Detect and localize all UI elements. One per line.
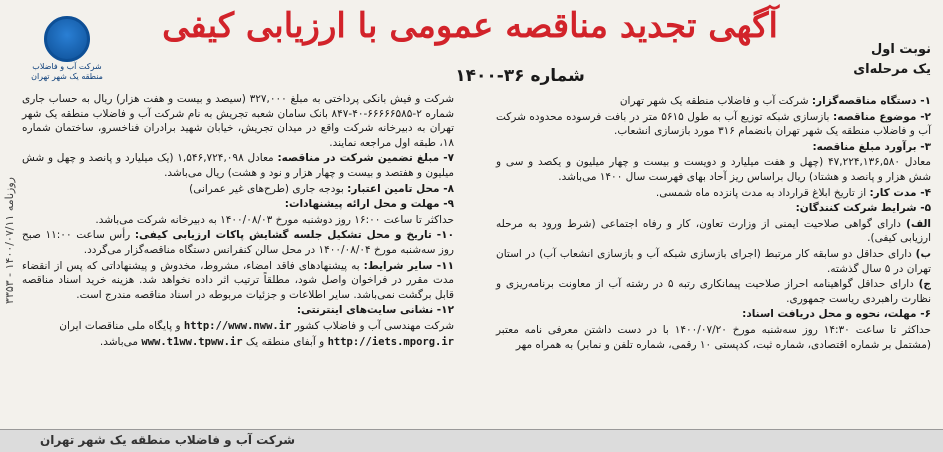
footer-bar <box>0 429 943 452</box>
website-link-tpww[interactable]: www.t1ww.tpww.ir <box>141 335 243 348</box>
left-items <box>22 92 454 318</box>
right-item-label: ۴- مدت کار: <box>869 186 931 199</box>
websites-mid-2: و آبفای منطقه یک <box>242 335 325 348</box>
left-item-text: رأس ساعت ۱۱:۰۰ صبح روز سه‌شنبه مورخ ۱۴۰۰/۰۸/۰۴ در محل سالن کنفرانس دستگاه مناقصه‌گزار می‌گردد. <box>22 229 454 256</box>
round-label: نوبت اول <box>870 42 931 57</box>
right-item-text: دارای گواهی صلاحیت ایمنی از وزارت تعاون، کار و رفاه اجتماعی (شرط ورود به مرحله ارزیابی کیفی). <box>496 217 931 245</box>
websites-prefix: شرکت مهندسی آب و فاضلاب کشور <box>291 319 454 332</box>
left-item-text: معادل ۱,۵۴۶,۷۲۴,۰۹۸ (یک میلیارد و پانصد و چهل و شش میلیون و هفتصد و بیست و چهار هزار و نود و هشت) ریال می‌باشد. <box>22 152 454 179</box>
right-item <box>496 201 931 216</box>
websites-line-2 <box>22 335 454 350</box>
left-item-text: به پیشنهادهای فاقد امضاء، مشروط، مخدوش و پیشنهاداتی که پس از انقضاء مدت مقرر در فراخوان واصل شود، مطلقاً ترتیب اثر داده نخواهد شد. هزینه خرید اسناد مناقصه قابل برگشت نمی‌باشد. سایر اطلاعات و جزئیات مربوطه در اسناد مناقصه مندرج است. <box>22 259 454 301</box>
right-item <box>496 140 931 155</box>
left-item <box>22 228 454 257</box>
company-logo <box>22 16 112 94</box>
websites-line-1 <box>22 319 454 334</box>
right-item-label: ۵- شرایط شرکت کنندگان: <box>795 202 931 215</box>
right-item-label: ۲- موضوع مناقصه: <box>833 110 931 123</box>
logo-caption-line-1: شرکت آب و فاضلاب <box>32 62 102 71</box>
left-item <box>22 303 454 318</box>
right-item-label: ۱- دستگاه مناقصه‌گزار: <box>811 95 931 107</box>
left-item-label: ۷- مبلغ تضمین شرکت در مناقصه: <box>277 152 455 165</box>
left-item <box>22 259 454 303</box>
left-item <box>22 92 454 150</box>
websites-mid: و پایگاه ملی مناقصات ایران <box>59 319 181 332</box>
newspaper-date-label: روزنامه ۱۴۰۰/۰۷/۱۱ - ۳۳۵۳ <box>2 176 16 304</box>
stage-label: یک مرحله‌ای <box>853 62 931 77</box>
right-item-text: معادل ۴۷,۲۲۴,۱۳۶,۵۸۰ (چهل و هفت میلیارد و دویست و بیست و چهار میلیون و یکصد و سی و شش هزار و پانصد و هشتاد) ریال براساس ریز آحاد بهای فهرست سال ۱۴۰۰ می‌باشد. <box>496 156 931 183</box>
right-item <box>496 277 931 306</box>
right-item-label: ۳- برآورد مبلغ مناقصه: <box>812 140 931 153</box>
notice-number: شماره ۳۶-۱۴۰۰ <box>455 66 585 86</box>
right-item-text: دارای حداقل دو سابقه کار مرتبط (اجرای بازسازی شبکه آب و بازسازی انشعاب آب) در استان تهران در ۵ سال گذشته. <box>496 247 931 275</box>
left-item-text: حداکثر تا ساعت ۱۶:۰۰ روز دوشنبه مورخ ۱۴۰۰/۰۸/۰۳ به دبیرخانه شرکت می‌باشد. <box>95 213 454 226</box>
right-item-label: ۶- مهلت، نحوه و محل دریافت اسناد: <box>742 308 931 321</box>
notice-title: آگهی تجدید مناقصه عمومی با ارزیابی کیفی <box>162 6 778 46</box>
website-link-nww[interactable]: http://www.nww.ir <box>183 319 292 332</box>
water-drop-logo-icon <box>44 16 90 62</box>
right-item-text: بازسازی شبکه توزیع آب به طول ۵۶۱۵ متر در بافت فرسوده محدوده شرکت آب و فاضلاب منطقه یک شهر تهران بانضمام ۳۱۶ مورد بازسازی انشعاب. <box>496 110 931 138</box>
left-text-column <box>22 92 454 350</box>
left-item-text: شرکت و فیش بانکی پرداختی به مبلغ ۳۲۷,۰۰۰ (سیصد و بیست و هفت هزار) ریال به حساب جاری شماره ۲-۶۶۶۶۶۵۸۵-۴۰-۸۴۷ بانک سامان شعبه تجریش به نام شرکت آب و فاضلاب منطقه یک شهر تهران به دبیرخانه شرکت واقع در میدان تجریش، خیابان شهید برادران فناخسرو، ساختمان شماره ۱۸، طبقه اول مراجعه نمایند. <box>22 93 454 149</box>
right-item-text: حداکثر تا ساعت ۱۴:۳۰ روز سه‌شنبه مورخ ۱۴۰۰/۰۷/۲۰ با در دست داشتن معرفی نامه معتبر (مشتمل بر شماره اقتصادی، شماره ثبت، کدپستی ۱۰ رقمی، شماره تلفن و نمابر) به همراه مهر <box>496 323 932 351</box>
right-item <box>496 247 931 276</box>
left-item-label: ۸- محل تامین اعتبار: <box>347 182 454 195</box>
left-item-label: ۱۲- نشانی سایت‌های اینترنتی: <box>296 304 454 317</box>
round-info <box>821 40 931 80</box>
right-item <box>496 110 931 139</box>
right-item <box>496 217 931 246</box>
right-item <box>496 307 931 322</box>
right-item-label: ب) <box>915 247 931 260</box>
left-item <box>22 197 454 212</box>
right-item-text: شرکت آب و فاضلاب منطقه یک شهر تهران <box>619 95 812 107</box>
footer-company-name: شرکت آب و فاضلاب منطقه یک شهر تهران <box>40 433 296 447</box>
right-text-column <box>496 94 931 353</box>
left-item <box>22 151 454 180</box>
website-link-iets[interactable]: http://iets.mporg.ir <box>327 335 454 348</box>
right-item-label: ج) <box>918 278 931 291</box>
websites-suffix: می‌باشد. <box>99 335 139 348</box>
logo-caption-line-2: منطقه یک شهر تهران <box>31 72 103 81</box>
right-item <box>496 323 931 352</box>
newspaper-side-strip <box>2 60 16 420</box>
right-item <box>496 94 931 109</box>
right-item <box>496 155 931 184</box>
right-item-text: دارای حداقل گواهینامه احراز صلاحیت پیمانکاری رتبه ۵ در رشته آب از معاونت برنامه‌ریزی و نظارت راهبردی ریاست جمهوری. <box>496 278 931 305</box>
right-item-text: از تاریخ ابلاغ قرارداد به مدت پانزده ماه شمسی. <box>655 186 870 199</box>
left-item-label: ۹- مهلت و محل ارائه پیشنهادات: <box>284 198 454 211</box>
right-item <box>496 186 931 201</box>
left-item-label: ۱۱- سایر شرایط: <box>363 259 454 272</box>
left-item-label: ۱۰- تاریخ و محل تشکیل جلسه گشایش پاکات ارزیابی کیفی: <box>134 229 454 242</box>
left-item <box>22 182 454 197</box>
right-item-label: الف) <box>906 217 931 230</box>
left-item-text: بودجه جاری (طرح‌های غیر عمرانی) <box>189 182 348 195</box>
left-item <box>22 213 454 228</box>
